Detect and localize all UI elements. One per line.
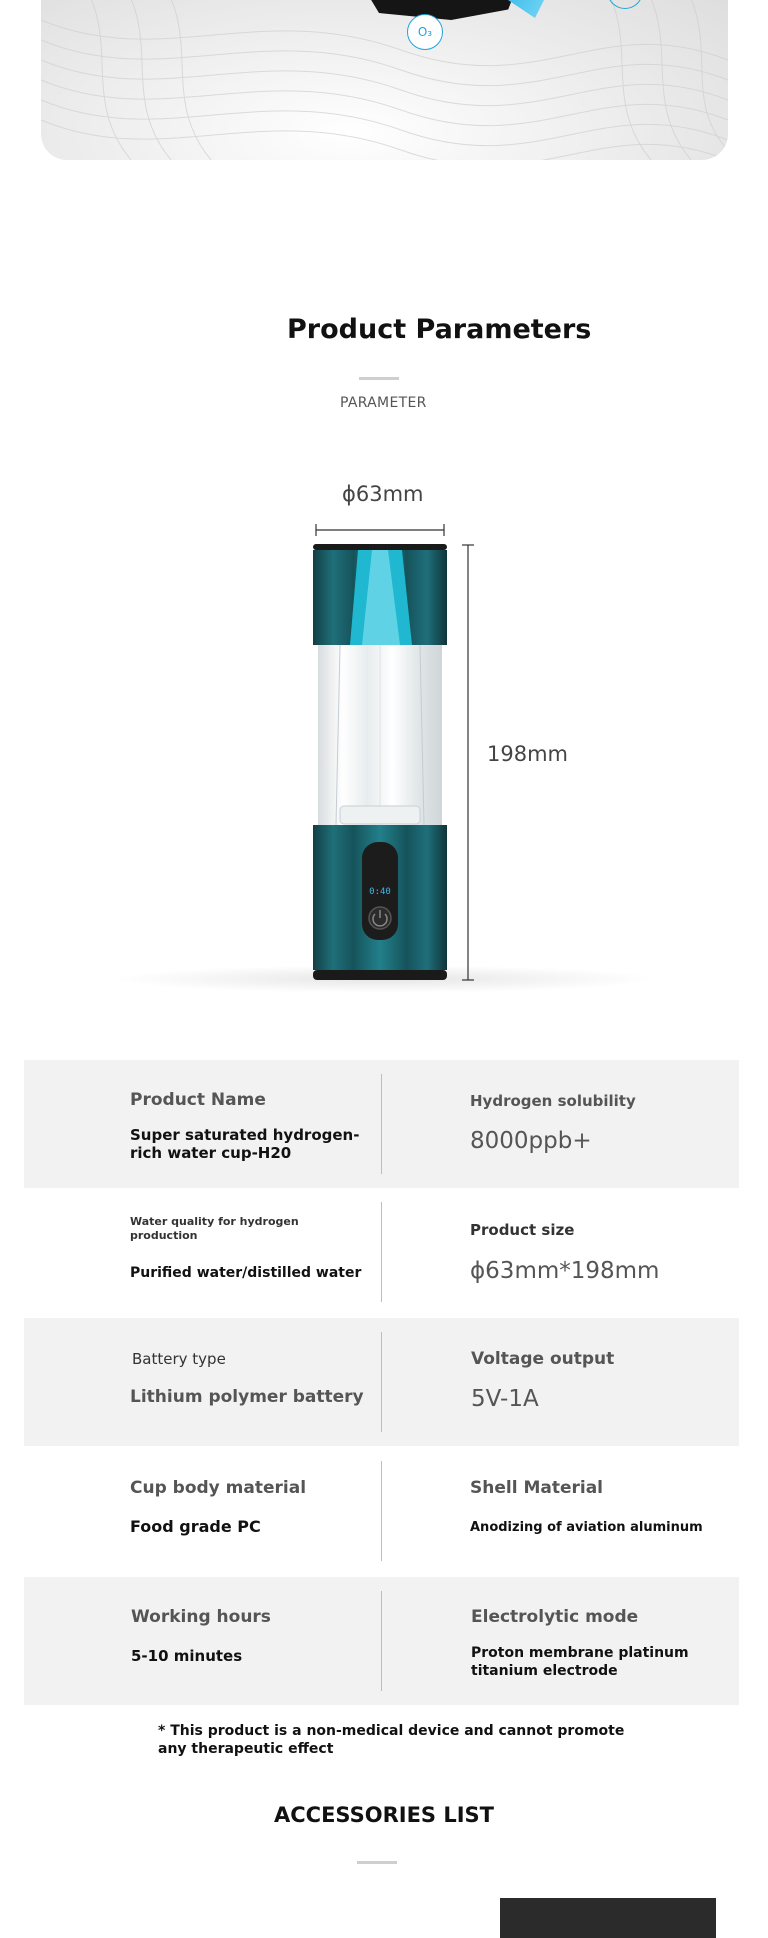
- spec-label: Shell Material: [470, 1478, 604, 1498]
- disclaimer-note: * This product is a non-medical device and cannot promote any therapeutic effect: [158, 1723, 625, 1757]
- spec-label: Hydrogen solubility: [470, 1092, 636, 1110]
- spec-row: [24, 1188, 739, 1316]
- spec-label: Product Name: [130, 1090, 266, 1110]
- diameter-label: ϕ63mm: [342, 482, 424, 506]
- spec-value: Proton membrane platinum titanium electrode: [471, 1645, 689, 1679]
- column-divider: [381, 1332, 382, 1432]
- column-divider: [381, 1074, 382, 1174]
- spec-label: Product size: [470, 1221, 575, 1239]
- spec-label: Voltage output: [471, 1349, 615, 1369]
- section-title-accessories: ACCESSORIES LIST: [274, 1803, 494, 1827]
- spec-row: [24, 1318, 739, 1446]
- spec-label: Electrolytic mode: [471, 1607, 639, 1627]
- spec-value: Super saturated hydrogen-rich water cup-H20: [130, 1126, 360, 1162]
- spec-row: [24, 1447, 739, 1575]
- column-divider: [381, 1461, 382, 1561]
- title-divider: [359, 377, 399, 380]
- spec-value: 5V-1A: [471, 1386, 539, 1412]
- section-subtitle: PARAMETER: [340, 395, 427, 411]
- height-label: 198mm: [487, 742, 568, 766]
- section-title-parameters: Product Parameters: [287, 314, 592, 345]
- accessory-image: [500, 1898, 716, 1938]
- spec-value: ϕ63mm*198mm: [470, 1258, 660, 1284]
- hero-banner: [41, 0, 728, 160]
- spec-value: Purified water/distilled water: [130, 1265, 362, 1281]
- spec-label: Battery type: [132, 1350, 226, 1368]
- spec-row: [24, 1577, 739, 1705]
- spec-row: [24, 1060, 739, 1188]
- spec-value: 5-10 minutes: [131, 1647, 243, 1665]
- display-readout: 0:40: [369, 887, 391, 897]
- product-dimension-figure: [0, 470, 768, 1010]
- spec-value: Lithium polymer battery: [130, 1387, 364, 1407]
- spec-label: Water quality for hydrogen production: [130, 1215, 299, 1242]
- spec-value: Anodizing of aviation aluminum: [470, 1520, 703, 1535]
- title-divider: [357, 1861, 397, 1864]
- hero-wave-pattern: [41, 0, 728, 160]
- spec-label: Working hours: [131, 1607, 271, 1627]
- bottle-illustration: [0, 470, 768, 1010]
- spec-value: 8000ppb+: [470, 1128, 592, 1154]
- spec-label: Cup body material: [130, 1478, 307, 1498]
- column-divider: [381, 1591, 382, 1691]
- spec-value: Food grade PC: [130, 1517, 261, 1536]
- column-divider: [381, 1202, 382, 1302]
- ozone-icon: O₃: [407, 14, 443, 50]
